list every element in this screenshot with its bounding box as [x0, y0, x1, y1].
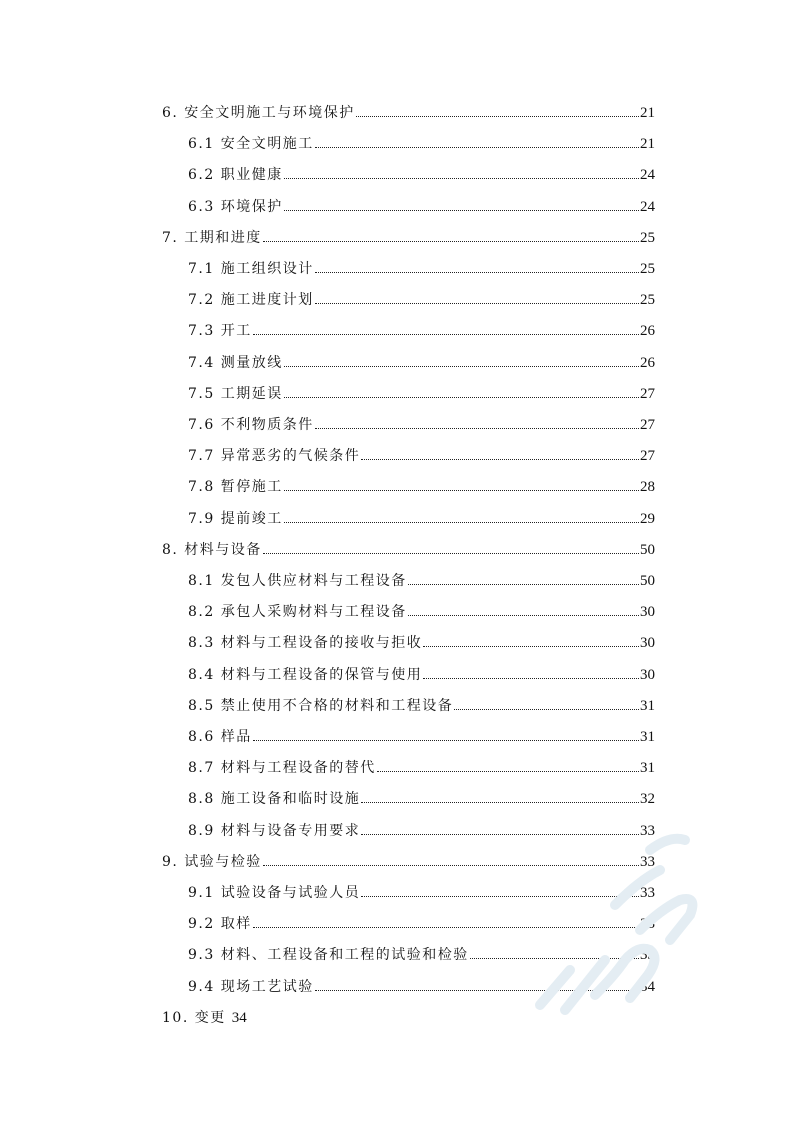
- toc-entry-title: 8.8 施工设备和临时设施: [188, 791, 361, 808]
- toc-entry-title: 8.3 材料与工程设备的接收与拒收: [188, 635, 423, 652]
- toc-dot-leader: [284, 397, 639, 398]
- toc-entry-page-number: 50: [640, 541, 655, 558]
- toc-dot-leader: [377, 771, 639, 772]
- toc-entry-page-number: 33: [640, 947, 655, 964]
- toc-dot-leader: [361, 459, 639, 460]
- toc-dot-leader: [284, 210, 639, 211]
- toc-entry-title: 9.4 现场工艺试验: [188, 978, 314, 995]
- toc-entry[interactable]: [188, 911, 655, 933]
- toc-entry-page-number: 33: [640, 885, 655, 901]
- toc-dot-leader: [263, 241, 639, 242]
- toc-entry[interactable]: [188, 786, 655, 808]
- toc-entry-page-number: 33: [640, 916, 655, 933]
- toc-entry-page-number: 27: [640, 417, 655, 433]
- toc-entry-page-number: 21: [640, 136, 655, 153]
- toc-entry[interactable]: [188, 443, 655, 465]
- toc-dot-leader: [284, 366, 639, 367]
- toc-entry-page-number: 31: [640, 697, 655, 714]
- toc-entry[interactable]: [188, 318, 655, 340]
- toc-entry[interactable]: [188, 412, 655, 434]
- toc-entry-page-number: 30: [640, 635, 655, 652]
- toc-entry-page-number: 31: [640, 729, 655, 745]
- toc-dot-leader: [284, 490, 639, 491]
- toc-entry-title: 7.2 施工进度计划: [188, 292, 314, 309]
- toc-entry-page-number: 28: [640, 479, 655, 496]
- toc-entry-title: 10. 变更: [162, 1009, 226, 1026]
- toc-entry-page-number: 29: [640, 510, 655, 527]
- toc-entry[interactable]: [162, 849, 655, 871]
- toc-entry-page-number: 26: [640, 323, 655, 340]
- toc-entry-title: 8.2 承包人采购材料与工程设备: [188, 604, 407, 621]
- toc-entry[interactable]: [188, 630, 655, 652]
- toc-entry-title: 7.8 暂停施工: [188, 479, 283, 496]
- toc-entry-page-number: 34: [640, 978, 655, 995]
- toc-entry-title: 7.5 工期延误: [188, 385, 283, 402]
- toc-entry-title: 8.1 发包人供应材料与工程设备: [188, 573, 407, 589]
- toc-dot-leader: [361, 834, 639, 835]
- toc-entry-page-number: 27: [640, 448, 655, 465]
- toc-dot-leader: [315, 990, 639, 991]
- toc-entry-page-number: 26: [640, 354, 655, 371]
- toc-entry-title: 9. 试验与检验: [162, 853, 262, 870]
- toc-dot-leader: [454, 709, 639, 710]
- toc-entry-page-number: 25: [640, 292, 655, 309]
- toc-entry-title: 7.3 开工: [188, 323, 252, 340]
- toc-entry[interactable]: [188, 350, 655, 372]
- toc-entry-page-number: 34: [231, 1009, 247, 1026]
- toc-entry-page-number: 32: [640, 791, 655, 808]
- toc-entry[interactable]: [188, 599, 655, 621]
- toc-dot-leader: [284, 178, 639, 179]
- toc-entry-title: 7.6 不利物质条件: [188, 417, 314, 433]
- toc-entry-page-number: 33: [640, 853, 655, 870]
- toc-entry-title: 7.1 施工组织设计: [188, 261, 314, 277]
- toc-entry[interactable]: [188, 942, 655, 964]
- toc-dot-leader: [263, 553, 639, 554]
- toc-entry-page-number: 31: [640, 760, 655, 777]
- toc-dot-leader: [361, 802, 639, 803]
- toc-dot-leader: [408, 584, 639, 585]
- toc-dot-leader: [253, 927, 639, 928]
- toc-entry-title: 7.7 异常恶劣的气候条件: [188, 448, 361, 465]
- toc-entry[interactable]: [162, 100, 655, 122]
- toc-entry-title: 8.9 材料与设备专用要求: [188, 822, 361, 839]
- toc-entry-page-number: 24: [640, 167, 655, 184]
- toc-dot-leader: [315, 303, 639, 304]
- toc-entry[interactable]: [188, 693, 655, 715]
- toc-entry[interactable]: [188, 755, 655, 777]
- toc-entry[interactable]: [188, 506, 655, 528]
- toc-entry-title: 8.6 样品: [188, 729, 252, 745]
- toc-entry[interactable]: [188, 162, 655, 184]
- toc-entry-page-number: 30: [640, 666, 655, 683]
- toc-entry-title: 7. 工期和进度: [162, 229, 262, 246]
- toc-entry-title: 9.1 试验设备与试验人员: [188, 885, 361, 901]
- toc-entry[interactable]: [188, 724, 655, 746]
- toc-dot-leader: [470, 958, 639, 959]
- toc-entry-title: 8. 材料与设备: [162, 541, 262, 558]
- toc-dot-leader: [315, 272, 639, 273]
- toc-dot-leader: [361, 896, 639, 897]
- toc-entry-page-number: 25: [640, 229, 655, 246]
- toc-dot-leader: [356, 116, 639, 117]
- toc-dot-leader: [423, 678, 639, 679]
- toc-entry-title: 8.5 禁止使用不合格的材料和工程设备: [188, 697, 454, 714]
- toc-entry-title: 7.4 测量放线: [188, 354, 283, 371]
- toc-dot-leader: [315, 147, 639, 148]
- toc-entry-title: 6.3 环境保护: [188, 198, 283, 215]
- toc-entry-page-number: 50: [640, 573, 655, 589]
- toc-dot-leader: [284, 522, 639, 523]
- toc-entry-title: 6. 安全文明施工与环境保护: [162, 105, 355, 121]
- toc-entry-page-number: 24: [640, 198, 655, 215]
- toc-entry-page-number: 27: [640, 385, 655, 402]
- toc-entry[interactable]: [188, 662, 655, 684]
- toc-entry-title: 8.7 材料与工程设备的替代: [188, 760, 376, 777]
- toc-entry[interactable]: [188, 194, 655, 216]
- toc-entry[interactable]: [188, 381, 655, 403]
- toc-entry[interactable]: [188, 568, 655, 590]
- toc-entry-title: 8.4 材料与工程设备的保管与使用: [188, 666, 423, 683]
- toc-entry-title: 9.2 取样: [188, 916, 252, 933]
- toc-entry-page-number: 25: [640, 261, 655, 277]
- toc-entry[interactable]: [188, 131, 655, 153]
- toc-entry[interactable]: [162, 537, 655, 559]
- toc-entry-title: 9.3 材料、工程设备和工程的试验和检验: [188, 947, 469, 964]
- toc-entry-title: 6.2 职业健康: [188, 167, 283, 184]
- toc-entry-page-number: 30: [640, 604, 655, 621]
- toc-dot-leader: [315, 428, 639, 429]
- toc-dot-leader: [408, 615, 639, 616]
- toc-entry[interactable]: [162, 225, 655, 247]
- toc-entry[interactable]: [188, 474, 655, 496]
- toc-entry[interactable]: [188, 880, 655, 902]
- toc-entry[interactable]: [188, 974, 655, 996]
- toc-dot-leader: [423, 646, 639, 647]
- toc-entry-page-number: 21: [640, 105, 655, 121]
- toc-entry-title: 6.1 安全文明施工: [188, 136, 314, 153]
- toc-entry-title: 7.9 提前竣工: [188, 510, 283, 527]
- toc-dot-leader: [253, 334, 639, 335]
- toc-entry[interactable]: [162, 1005, 247, 1027]
- toc-dot-leader: [253, 740, 639, 741]
- toc-entry[interactable]: [188, 287, 655, 309]
- toc-entry-page-number: 33: [640, 822, 655, 839]
- toc-entry[interactable]: [188, 818, 655, 840]
- toc-entry[interactable]: [188, 256, 655, 278]
- toc-dot-leader: [263, 865, 639, 866]
